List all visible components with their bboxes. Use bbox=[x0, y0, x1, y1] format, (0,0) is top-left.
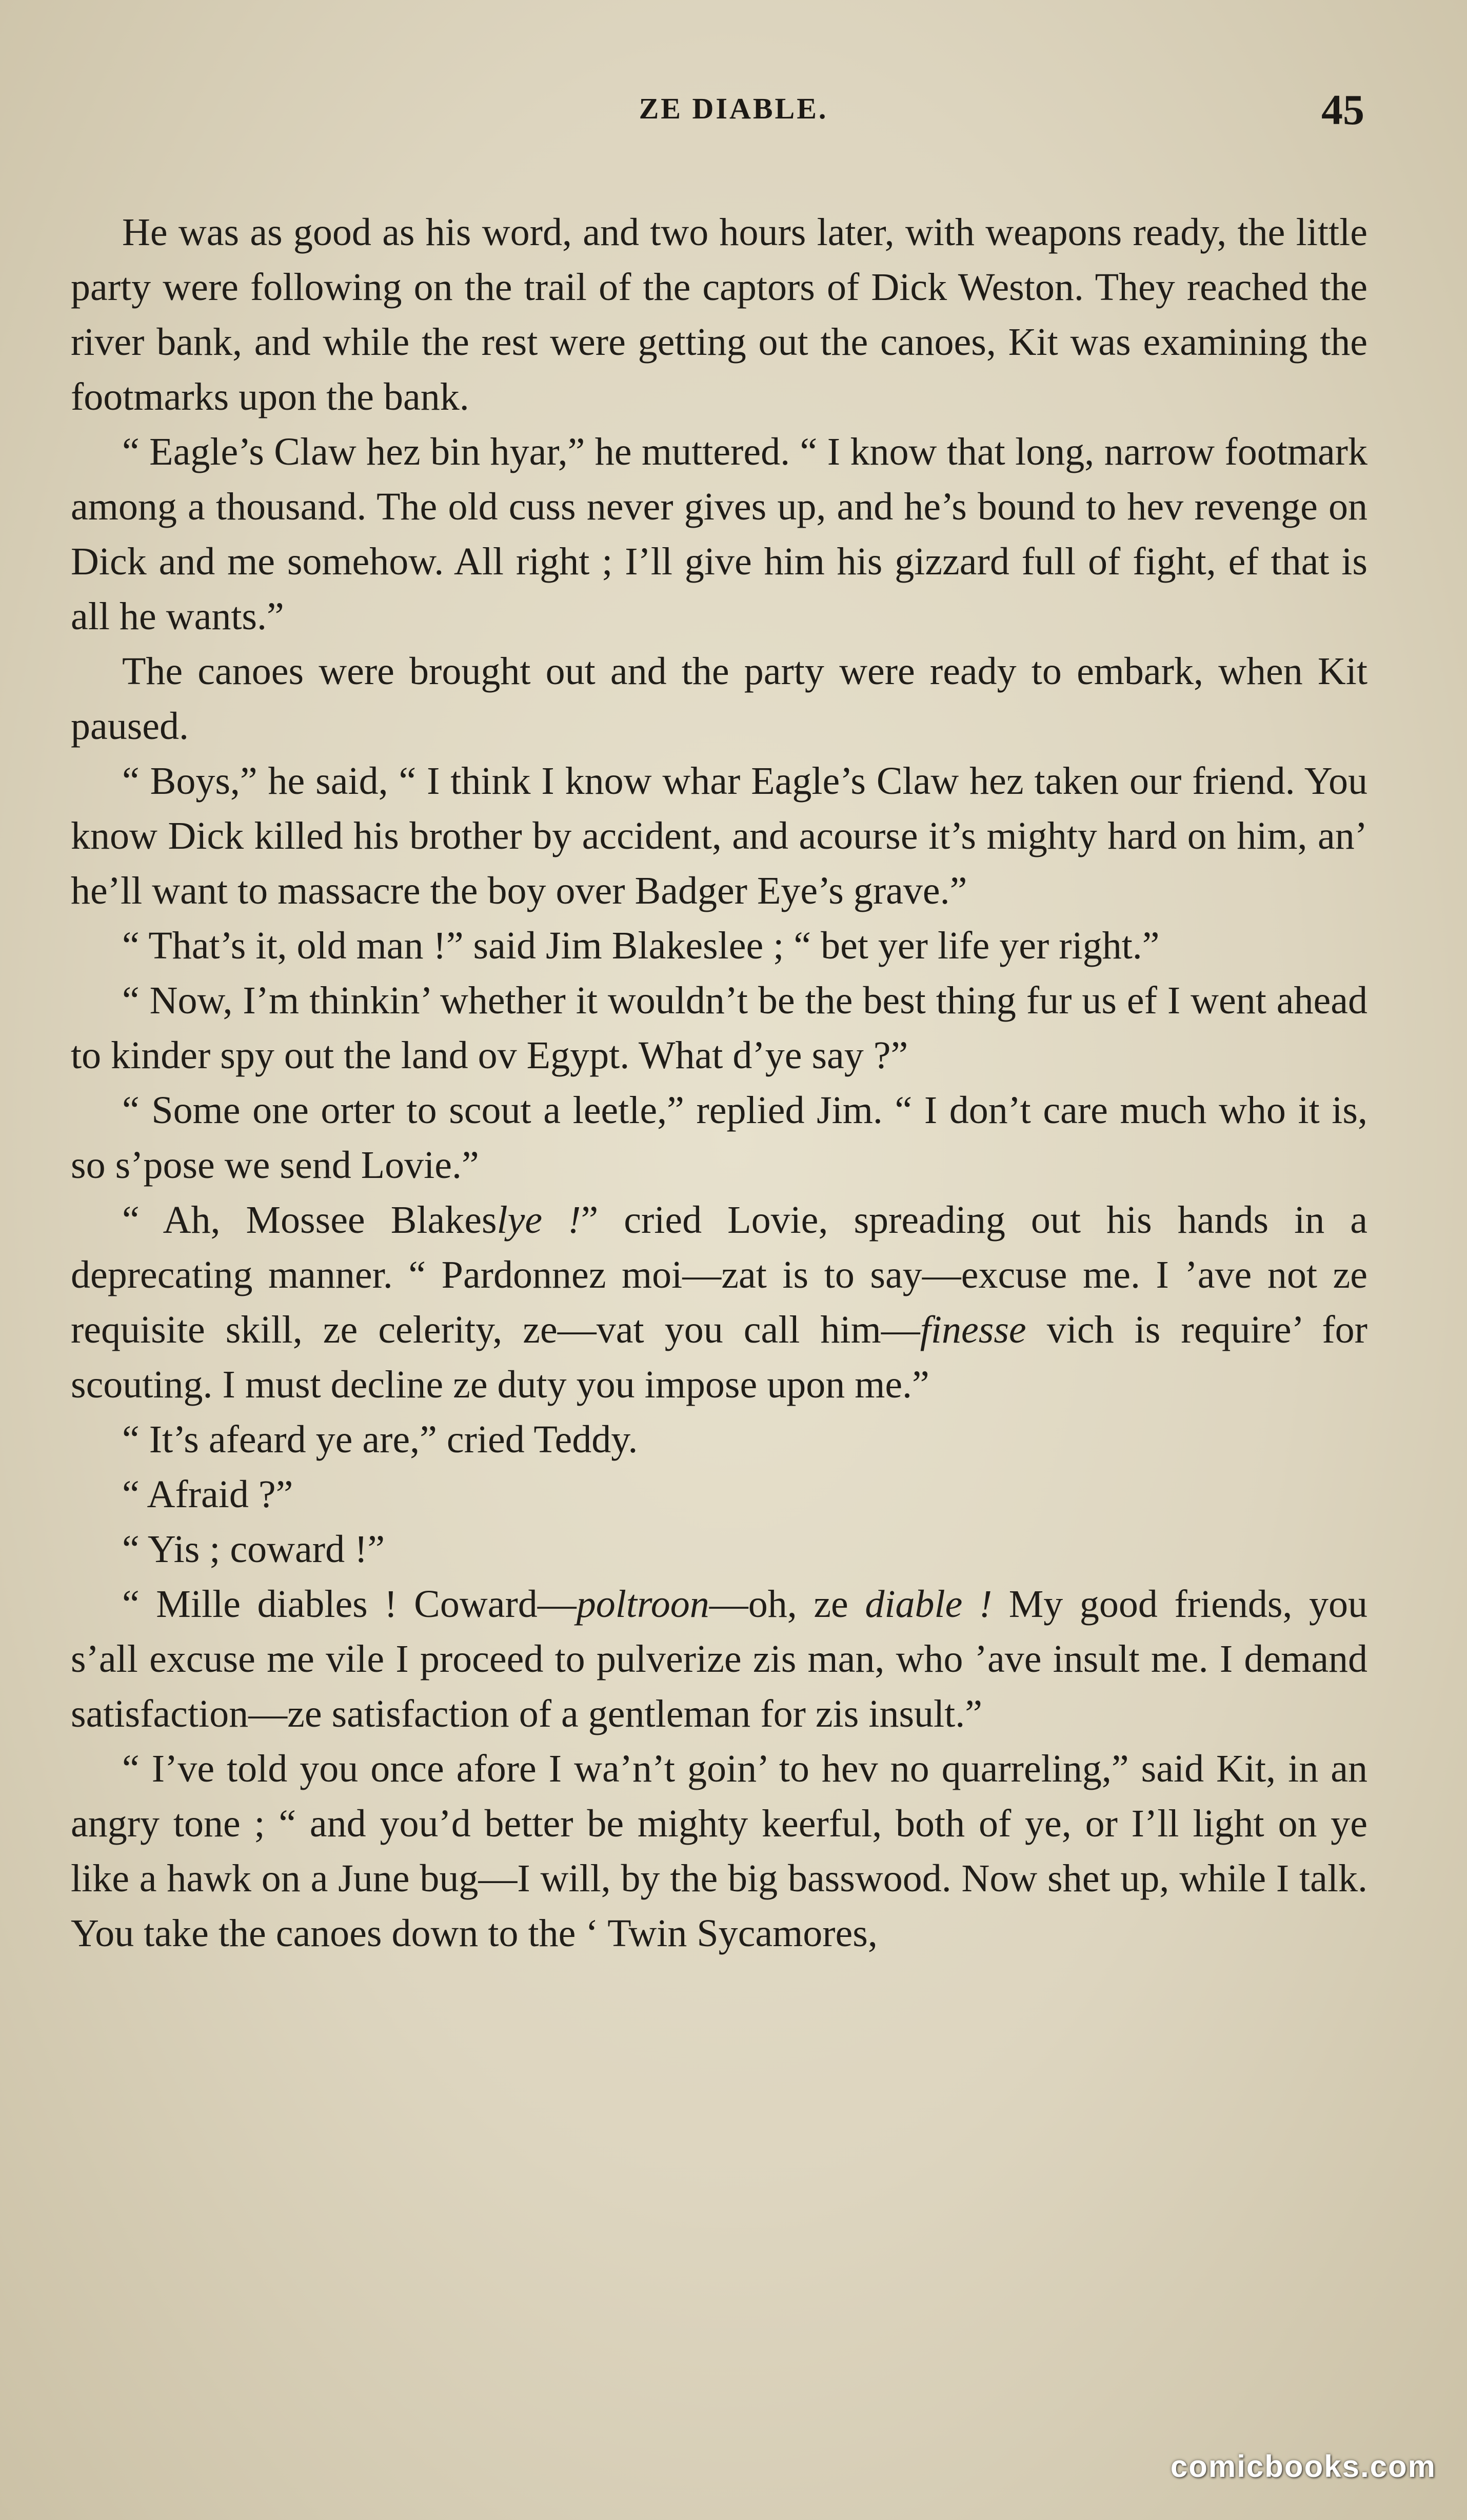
text-run: vich is require’ for scouting. I must decline ze duty you impose upon me.” bbox=[71, 1308, 1367, 1406]
page-number: 45 bbox=[1321, 86, 1364, 134]
text-run: “ That’s it, old man !” said Jim Blakeslee ; “ bet yer life yer right.” bbox=[122, 924, 1160, 967]
paragraph bbox=[71, 644, 1367, 754]
text-run: “ Eagle’s Claw hez bin hyar,” he muttered. “ I know that long, narrow footmark among a thousand. The old cuss never gives up, and he’s bound to hev revenge on Dick and me somehow. All right ; I’ll give him his gizzard full of fight, ef that is all he wants.” bbox=[71, 430, 1367, 638]
text-run: “ Afraid ?” bbox=[122, 1473, 293, 1516]
text-run: “ Ah, Mossee Blakes bbox=[122, 1198, 497, 1242]
text-run: My good friends, you s’all excuse me vile I proceed to pulverize zis man, who ’ave insult me. I demand satisfaction—ze satisfaction of a gentleman for zis insult.” bbox=[71, 1583, 1367, 1735]
italic-text: poltroon bbox=[576, 1583, 709, 1626]
italic-text: lye ! bbox=[497, 1198, 581, 1242]
text-run: “ Boys,” he said, “ I think I know whar Eagle’s Claw hez taken our friend. You know Dick killed his brother by accident, and acourse it’s mighty hard on him, an’ he’ll want to massacre the boy over Badger Eye’s grave.” bbox=[71, 759, 1367, 912]
text-run: “ Yis ; coward !” bbox=[122, 1528, 385, 1571]
paragraph bbox=[71, 1467, 1367, 1522]
watermark: comicbooks.com bbox=[1170, 2449, 1436, 2484]
italic-text: finesse bbox=[920, 1308, 1026, 1351]
body-text bbox=[71, 205, 1367, 1961]
text-run: “ Now, I’m thinkin’ whether it wouldn’t be the best thing fur us ef I went ahead to kinder spy out the land ov Egypt. What d’ye say ?” bbox=[71, 979, 1367, 1077]
text-run: —oh, ze bbox=[709, 1583, 865, 1626]
text-run: “ Some one orter to scout a leetle,” replied Jim. “ I don’t care much who it is, so s’pose we send Lovie.” bbox=[71, 1089, 1367, 1187]
paragraph bbox=[71, 1083, 1367, 1193]
italic-text: diable ! bbox=[865, 1583, 993, 1626]
text-run: “ I’ve told you once afore I wa’n’t goin’ to hev no quarreling,” said Kit, in an angry tone ; “ and you’d better be mighty keerful, both of ye, or I’ll light on ye like a hawk on a June bug—I will, by the big basswood. Now shet up, while I talk. You take the canoes down to the ‘ Twin Sycamores, bbox=[71, 1747, 1367, 1955]
paragraph bbox=[71, 1577, 1367, 1742]
paragraph bbox=[71, 425, 1367, 644]
text-run: He was as good as his word, and two hours later, with weapons ready, the little party were following on the trail of the captors of Dick Weston. They reached the river bank, and while the rest were getting out the canoes, Kit was examining the footmarks upon the bank. bbox=[71, 211, 1367, 418]
text-run: “ Mille diables ! Coward— bbox=[122, 1583, 577, 1626]
text-run: “ It’s afeard ye are,” cried Teddy. bbox=[122, 1418, 638, 1461]
paragraph bbox=[71, 205, 1367, 425]
text-run: The canoes were brought out and the party were ready to embark, when Kit paused. bbox=[71, 650, 1367, 748]
paragraph bbox=[71, 1193, 1367, 1412]
page-header bbox=[0, 86, 1467, 137]
paragraph bbox=[71, 1742, 1367, 1961]
paragraph bbox=[71, 754, 1367, 918]
running-title: ZE DIABLE. bbox=[639, 92, 828, 125]
paragraph bbox=[71, 918, 1367, 973]
text-run: ” cried Lovie, spreading out his hands in a deprecating manner. “ Pardonnez moi—zat is to say—excuse me. I ’ave not ze requisite skill, ze celerity, ze—vat you call him— bbox=[71, 1198, 1367, 1351]
paragraph bbox=[71, 1522, 1367, 1577]
paragraph bbox=[71, 1412, 1367, 1467]
paragraph bbox=[71, 973, 1367, 1083]
